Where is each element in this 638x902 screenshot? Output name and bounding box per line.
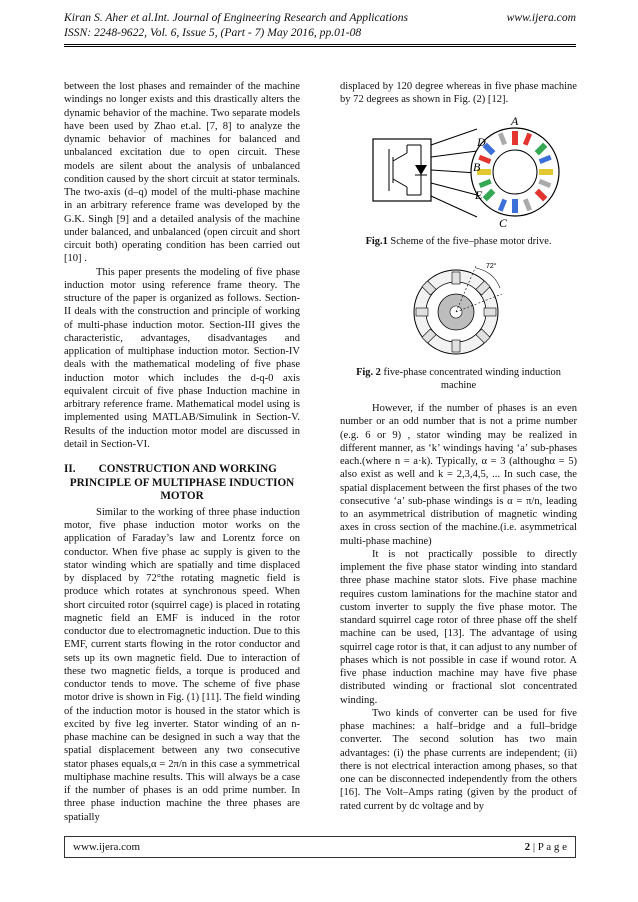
footer-website[interactable]: www.ijera.com xyxy=(73,841,141,853)
page-footer xyxy=(64,836,576,858)
five-phase-drive-figure xyxy=(349,113,569,231)
figure-2-caption xyxy=(340,366,577,392)
figure-label: Fig. 2 xyxy=(356,366,381,378)
paragraph: Similar to the working of three phase induction motor, five phase induction motor works on the application of Faraday’s law and Lorentz force on conductor. When five phase ac supply is given to the stator winding which are spatially and time displaced by displaced by 72°the rotating magnetic field is produce which rotates at synchronous speed. When short circuited rotor (squirrel cage) is placed in rotating magnetic field an EMF is induced in the rotor conductor due to electromagnetic induction. Due to this EMF, current starts flowing in the rotor conductor and sets up its own magnetic field. Due to interaction of these two magnetic fields, a torque is produced and conductor tends to move. The scheme of five phase motor drive is shown in Fig. (1) [11]. The field winding of the induction motor is housed in the stator which is excited by five leg inverter. Stator winding of an n-phase machine can be designed in such a way that the spatial displacement between any two consecutive stator phases equals,α = 2π/n in this case a symmetrical multiphase machine results. This will always be a case if the number of phases is an odd prime number. In three phase induction machine the three phases are spatially xyxy=(64,506,300,823)
section-heading xyxy=(64,463,300,504)
paragraph: It is not practically possible to directly implement the five phase stator winding into standard three phase machine stator slots. Five phase machine requires custom laminations for the machine stator and custom inverter to supply the five phase motor. The standard squirrel cage rotor of three phase off the shelf machine can be used, [13]. The advantage of using squirrel cage rotor is that, it can adjust to any number of phases which is not possible in case if wound rotor. A five phase induction machine may have five phase distributed winding or fractional slot concentrated winding. xyxy=(340,548,577,706)
phase-label: D xyxy=(476,134,486,149)
issn-line: ISSN: 2248-9622, Vol. 6, Issue 5, (Part - 7) May 2016, pp.01-08 xyxy=(64,26,362,39)
paragraph: between the lost phases and remainder of the machine windings no longer exists and this drastically alters the dynamic behavior of the machine. Two separate models have been used by Zhao et.al. [7, 8] to analyze the dynamic behavior of machines for balanced and unbalanced excitation due to open circuit. These models are silent about the analysis of unbalanced condition caused by the short circuit at stator terminals. The two-axis (d–q) model of the multi-phase machine in an arbitrary reference frame was developed by the G.K. Singh [9] and a detailed analysis of the machine under balanced, and unbalanced (open circuit and short circuit both) operating condition has been carried out [10] . xyxy=(64,81,300,265)
header-rule-2 xyxy=(64,46,576,47)
five-phase-winding-figure xyxy=(404,258,514,362)
paragraph: However, if the number of phases is an even number or an odd number that is not a prime number (e.g. 6 or 9) , stator winding may be realized in different manner, as ‘k’ windings having ‘a’ sub-phases each.(where n = a·k). Typically, α = 3 (althoughα = 5) also exist as well and k = 2,3,4,5, ... In such case, the spatial displacement between the first phases of the two consecutive ‘a’ sub-phase windings is α = π/n, leading to an asymmetrical distribution of magnetic winding axes in cross section of the machine.(i.e. asymmetrical multi-phase machine) xyxy=(340,403,577,547)
caption-text: five-phase concentrated winding induction machine xyxy=(380,366,561,391)
journal-citation: Kiran S. Aher et al.Int. Journal of Engineering Research and Applications xyxy=(64,11,409,24)
page-suffix: | P a g e xyxy=(530,841,567,853)
figure-label: Fig.1 xyxy=(365,235,388,247)
phase-label: B xyxy=(472,159,480,174)
paragraph: This paper presents the modeling of five phase induction motor using reference frame theory. The structure of the paper is organized as follows. Section-II deals with the construction and principle of working of multi-phase induction motor. Section-III gives the characteristic, advantages, disadvantages and application of multiphase induction motor. Section-IV deals with the mathematical modeling of five phase induction motor which includes the d-q-0 axis equivalent circuit of five phase Induction machine in arbitrary reference frame. Mathematical model using is implemented using MATLAB/Simulink in Section-V. Results of the induction motor model are discussed in detail in Section-VI. xyxy=(64,266,300,450)
page-number xyxy=(525,841,567,853)
phase-label: C xyxy=(498,215,507,230)
caption-text: Scheme of the five–phase motor drive. xyxy=(387,235,552,247)
header-website[interactable]: www.ijera.com xyxy=(506,11,576,24)
running-header xyxy=(64,10,576,40)
paragraph: Two kinds of converter can be used for five phase machines: a half–bridge and a full–bridge converter. The second solution has two main advantages: (i) the phase currents are independent; (ii) there is not electrical interaction among phases, so that one can be disconnected independently from the others [16]. The Volt–Amps rating (given by the product of rated current by dc voltage and by xyxy=(340,707,577,812)
paragraph: displaced by 120 degree whereas in five phase machine by 72 degrees as shown in Fig. (2) [12]. xyxy=(340,81,577,106)
figure-1-caption xyxy=(340,235,577,248)
right-column xyxy=(340,80,577,813)
phase-label: A xyxy=(510,113,518,128)
section-title: CONSTRUCTION AND WORKING PRINCIPLE OF MULTIPHASE INDUCTION MOTOR xyxy=(69,463,295,503)
page-number-value: 2 xyxy=(524,841,531,853)
section-number: II. xyxy=(64,463,76,475)
angle-label: 72° xyxy=(485,262,497,270)
header-rule xyxy=(64,44,576,45)
left-column xyxy=(64,80,300,824)
phase-label: E xyxy=(474,187,482,202)
